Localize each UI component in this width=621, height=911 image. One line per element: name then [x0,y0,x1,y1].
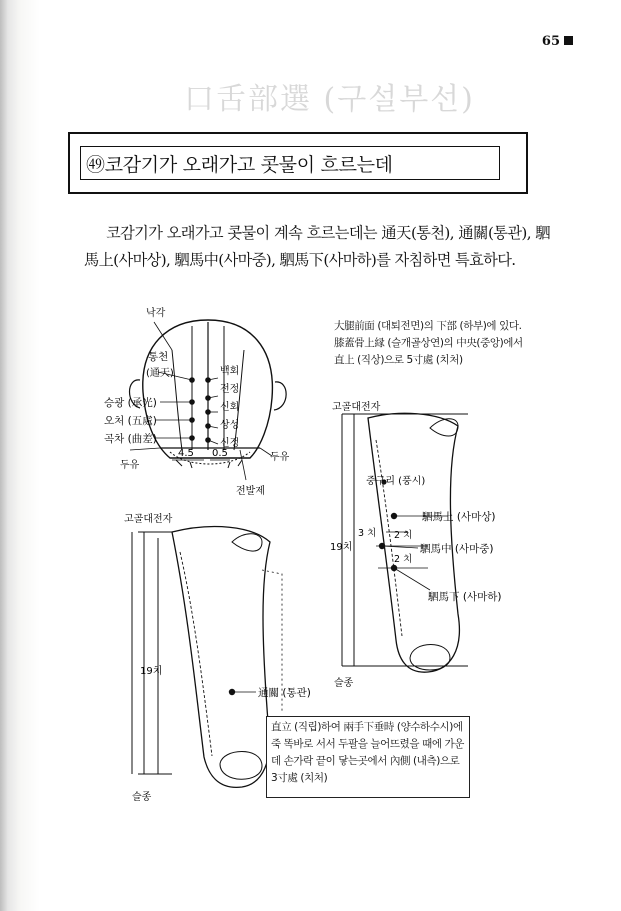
patella [220,752,262,780]
femur-outline [172,527,270,788]
right-ear [274,382,286,410]
right-thigh-bottom-label: 슬종 [334,678,354,689]
right-thigh-top-label: 고골대전자 [332,402,381,413]
right-thigh-measure: 19치 [330,542,353,553]
label-gokcha: 곡차 (曲差) [104,433,157,445]
label-hairline: 전발제 [236,486,265,497]
femur-inner-dash [180,552,212,756]
intro-text: 코감기가 오래가고 콧물이 계속 흐르는데는 通天(통천), 通關(통관), 駟馬上(사마상), 駟馬中(사마중), 駟馬下(사마하)를 자침하면 특효하다. [84,224,550,269]
label-ocheo: 오처 (五處) [104,415,157,427]
outer-line-right [234,350,244,450]
label-duyu-right: 두유 [270,452,290,463]
label-sinhoe: 신회 [220,402,240,413]
head-acupoint-diagram [100,300,330,510]
bleed-through-heading: 口舌部選 (구설부선) [184,82,475,117]
label-three-chi: 3 치 [358,528,377,539]
label-sangseong: 상성 [220,420,240,431]
section-title-box [68,132,528,194]
label-nakgak: 낙각 [146,308,166,319]
label-sinjeong: 신정 [220,438,240,449]
label-dim-left: 4.5 [178,448,194,459]
note-tonggwan-location: 直立 (직립)하여 兩手下垂時 (양수하수시)에 죽 똑바로 서서 두팔을 늘어뜨렸을 때에 가운데 손가락 끝이 닿는곳에서 內側 (내측)으로 3寸處 (치처) [266,716,470,798]
right-thigh-diagram [318,400,533,700]
label-baekhoe: 백회 [220,366,240,377]
page-number-text: 65 [541,34,560,49]
section-title: ㊾코감기가 오래가고 콧물이 흐르는데 [86,154,393,176]
label-tongcheon-hanja: (通天) [146,368,174,379]
left-thigh-bottom-label: 슬종 [132,792,152,803]
label-duyu-left: 두유 [120,460,140,471]
page-marker-square [564,36,573,45]
femur-head [232,534,262,551]
left-thigh-top-label: 고골대전자 [124,514,173,525]
label-samasang: 駟馬上 (사마상) [422,511,496,523]
label-samajung: 駟馬中 (사마중) [420,543,494,555]
label-tonggwan: 通關 (통관) [258,687,311,699]
label-two-chi-a: 2 치 [394,530,413,541]
label-samaha: 駟馬下 (사마하) [428,591,502,603]
label-jungguri: 중구리 (풍시) [366,476,426,487]
note-samama-location: 大腿前面 (대퇴전면)의 下部 (하부)에 있다. 膝蓋骨上縁 (슬개골상연)의 中央(중앙)에서 直上 (직상)으로 5寸處 (치처) [334,318,534,369]
outer-line-left [172,350,182,450]
page-number [542,34,573,49]
label-two-chi-b: 2 치 [394,554,413,565]
intro-paragraph [84,220,550,274]
label-seunggwang: 승광 (承光) [104,397,157,409]
label-jeonjeong: 전정 [220,384,240,395]
left-thigh-measure: 19치 [140,666,163,677]
label-tongcheon: 통천 [148,351,169,363]
label-dim-right: 0.5 [212,448,228,459]
